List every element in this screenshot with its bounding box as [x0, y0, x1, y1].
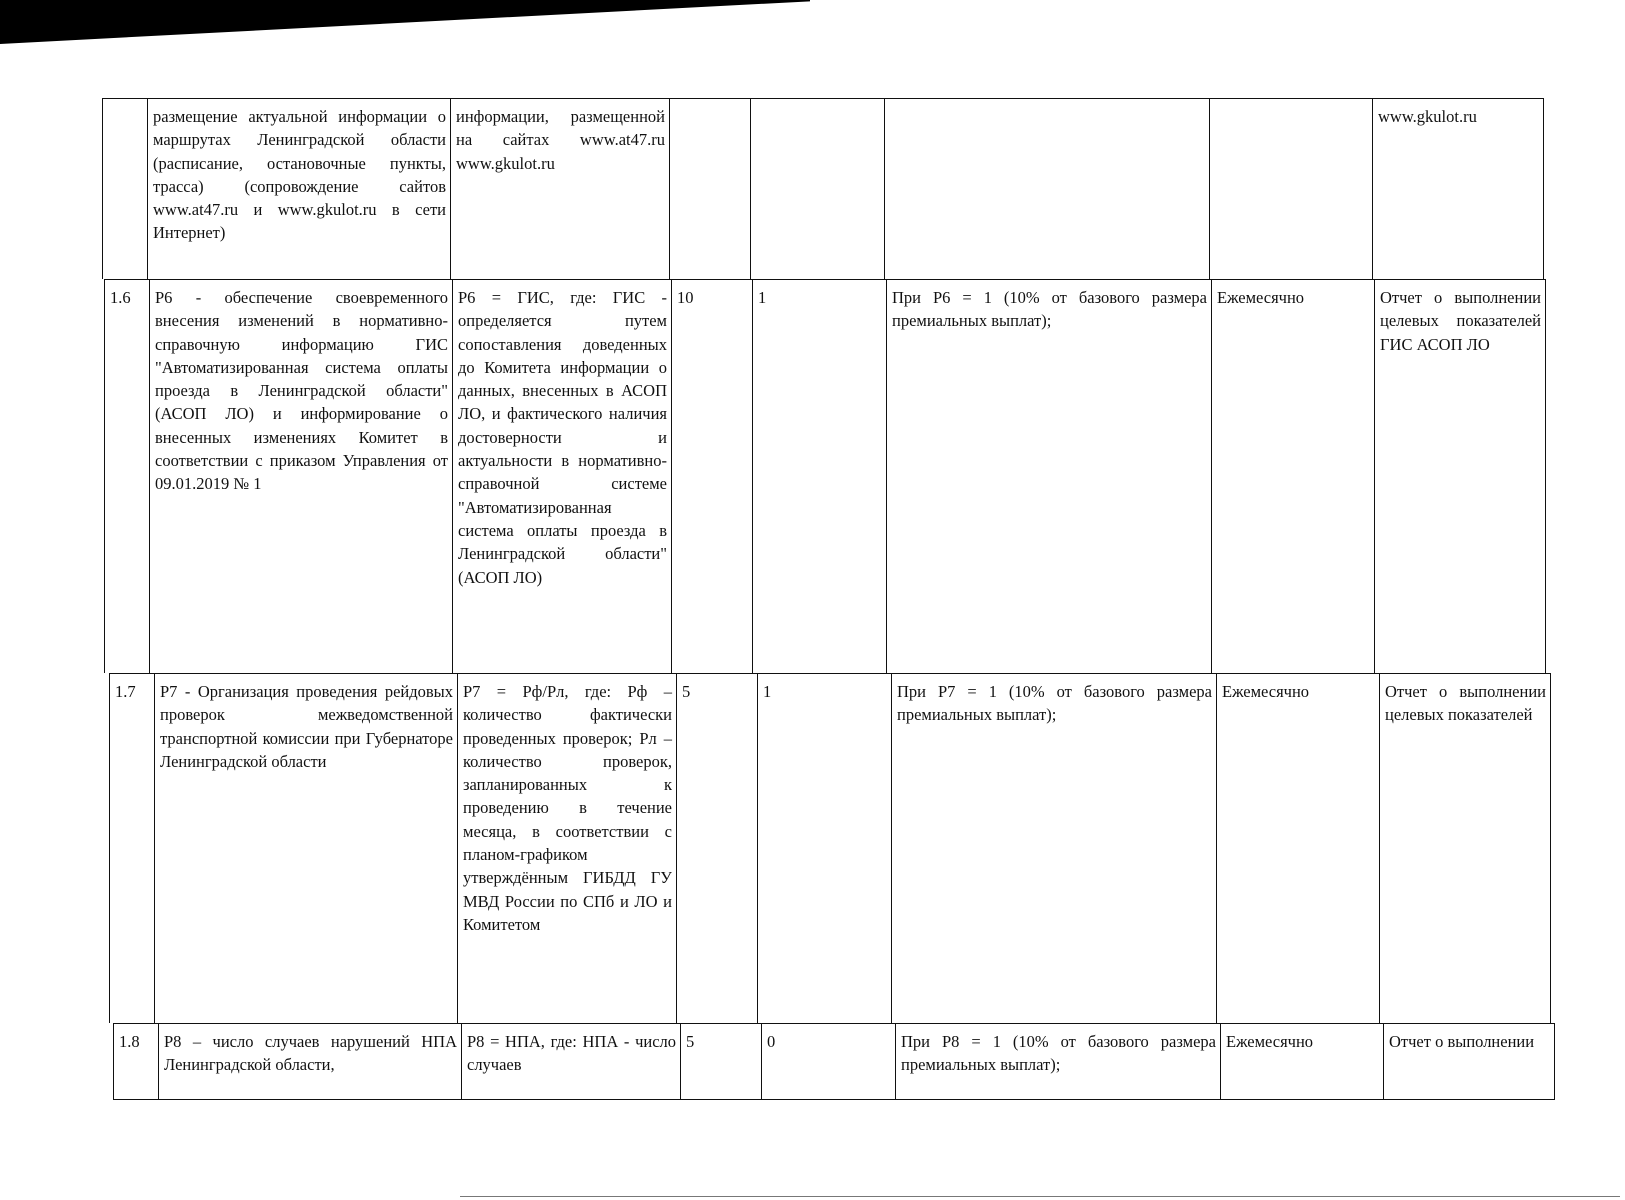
- cell-period: [1209, 98, 1372, 279]
- table-row: [113, 1023, 1555, 1100]
- report-document: www.gkulot.ru: [1378, 107, 1477, 126]
- indicator-formula: Р8 = НПА, где: НПА - число случаев: [467, 1032, 676, 1075]
- premium-condition: При Р8 = 1 (10% от базового размера премиальных выплат);: [901, 1032, 1216, 1075]
- table-row: [102, 98, 1544, 279]
- report-document: Отчет о выполнении: [1389, 1032, 1535, 1051]
- indicator-name: Р8 – число случаев нарушений НПА Ленинградской области,: [164, 1032, 457, 1075]
- cell-number: [113, 1023, 158, 1100]
- indicator-name: Р7 - Организация проведения рейдовых проверок межведомственной транспортной комиссии при Губернаторе Ленинградской области: [160, 682, 453, 771]
- report-period: Ежемесячно: [1217, 288, 1305, 307]
- indicator-weight: 5: [682, 682, 691, 701]
- report-period: Ежемесячно: [1226, 1032, 1314, 1051]
- indicator-formula: информации, размещенной на сайтах www.at47.ru www.gkulot.ru: [456, 107, 665, 173]
- cell-name: [154, 673, 457, 1023]
- report-document: Отчет о выполнении целевых показателей ГИС АСОП ЛО: [1380, 288, 1541, 354]
- row-number: 1.8: [119, 1032, 140, 1051]
- report-period: Ежемесячно: [1222, 682, 1310, 701]
- cell-report: [1372, 98, 1544, 279]
- row-number: 1.6: [110, 288, 131, 307]
- cell-premium: [895, 1023, 1220, 1100]
- indicator-target: 0: [767, 1032, 776, 1051]
- row-number: 1.7: [115, 682, 136, 701]
- cell-name: [147, 98, 450, 279]
- scan-bottom-line: [460, 1196, 1620, 1197]
- cell-number: [109, 673, 154, 1023]
- indicator-target: 1: [763, 682, 772, 701]
- cell-premium: [891, 673, 1216, 1023]
- premium-condition: При Р7 = 1 (10% от базового размера премиальных выплат);: [897, 682, 1212, 725]
- cell-report: [1374, 279, 1546, 673]
- indicator-target: 1: [758, 288, 767, 307]
- cell-weight: [671, 279, 752, 673]
- cell-name: [158, 1023, 461, 1100]
- cell-report: [1379, 673, 1551, 1023]
- cell-weight: [669, 98, 750, 279]
- cell-premium: [886, 279, 1211, 673]
- table-row: [104, 279, 1546, 673]
- cell-report: [1383, 1023, 1555, 1100]
- cell-formula: [452, 279, 671, 673]
- indicator-weight: 10: [677, 288, 694, 307]
- cell-formula: [461, 1023, 680, 1100]
- cell-target: [757, 673, 891, 1023]
- cell-period: [1211, 279, 1374, 673]
- cell-period: [1216, 673, 1379, 1023]
- cell-name: [149, 279, 452, 673]
- cell-formula: [457, 673, 676, 1023]
- cell-period: [1220, 1023, 1383, 1100]
- report-document: Отчет о выполнении целевых показателей: [1385, 682, 1546, 725]
- indicator-formula: Р7 = Рф/Рл, где: Рф – количество фактически проведенных проверок; Рл – количество проверок, запланированных к проведению в течение месяца, в соответствии с планом-графиком утверждённым ГИБДД ГУ МВД России по СПб и ЛО и Комитетом: [463, 682, 672, 934]
- cell-target: [750, 98, 884, 279]
- indicator-formula: Р6 = ГИС, где: ГИС - определяется путем сопоставления доведенных до Комитета информации о данных, внесенных в АСОП ЛО, и фактического наличия достоверности и актуальности в нормативно-справочной системе "Автоматизированная система оплаты проезда в Ленинградской области" (АСОП ЛО): [458, 288, 667, 587]
- cell-number: [104, 279, 149, 673]
- indicator-name: Р6 - обеспечение своевременного внесения изменений в нормативно-справочную информацию ГИС "Автоматизированная система оплаты проезда в Ленинградской области" (АСОП ЛО) и информирование о внесенных изменениях Комитет в соответствии с приказом Управления от 09.01.2019 № 1: [155, 288, 448, 494]
- cell-formula: [450, 98, 669, 279]
- table-row: [109, 673, 1551, 1023]
- premium-condition: При Р6 = 1 (10% от базового размера премиальных выплат);: [892, 288, 1207, 331]
- cell-target: [752, 279, 886, 673]
- scan-shadow: [0, 0, 810, 44]
- cell-premium: [884, 98, 1209, 279]
- cell-weight: [680, 1023, 761, 1100]
- indicator-name: размещение актуальной информации о маршрутах Ленинградской области (расписание, остановочные пункты, трасса) (сопровождение сайтов www.at47.ru и www.gkulot.ru в сети Интернет): [153, 107, 446, 243]
- cell-number: [102, 98, 147, 279]
- cell-weight: [676, 673, 757, 1023]
- cell-target: [761, 1023, 895, 1100]
- indicator-weight: 5: [686, 1032, 695, 1051]
